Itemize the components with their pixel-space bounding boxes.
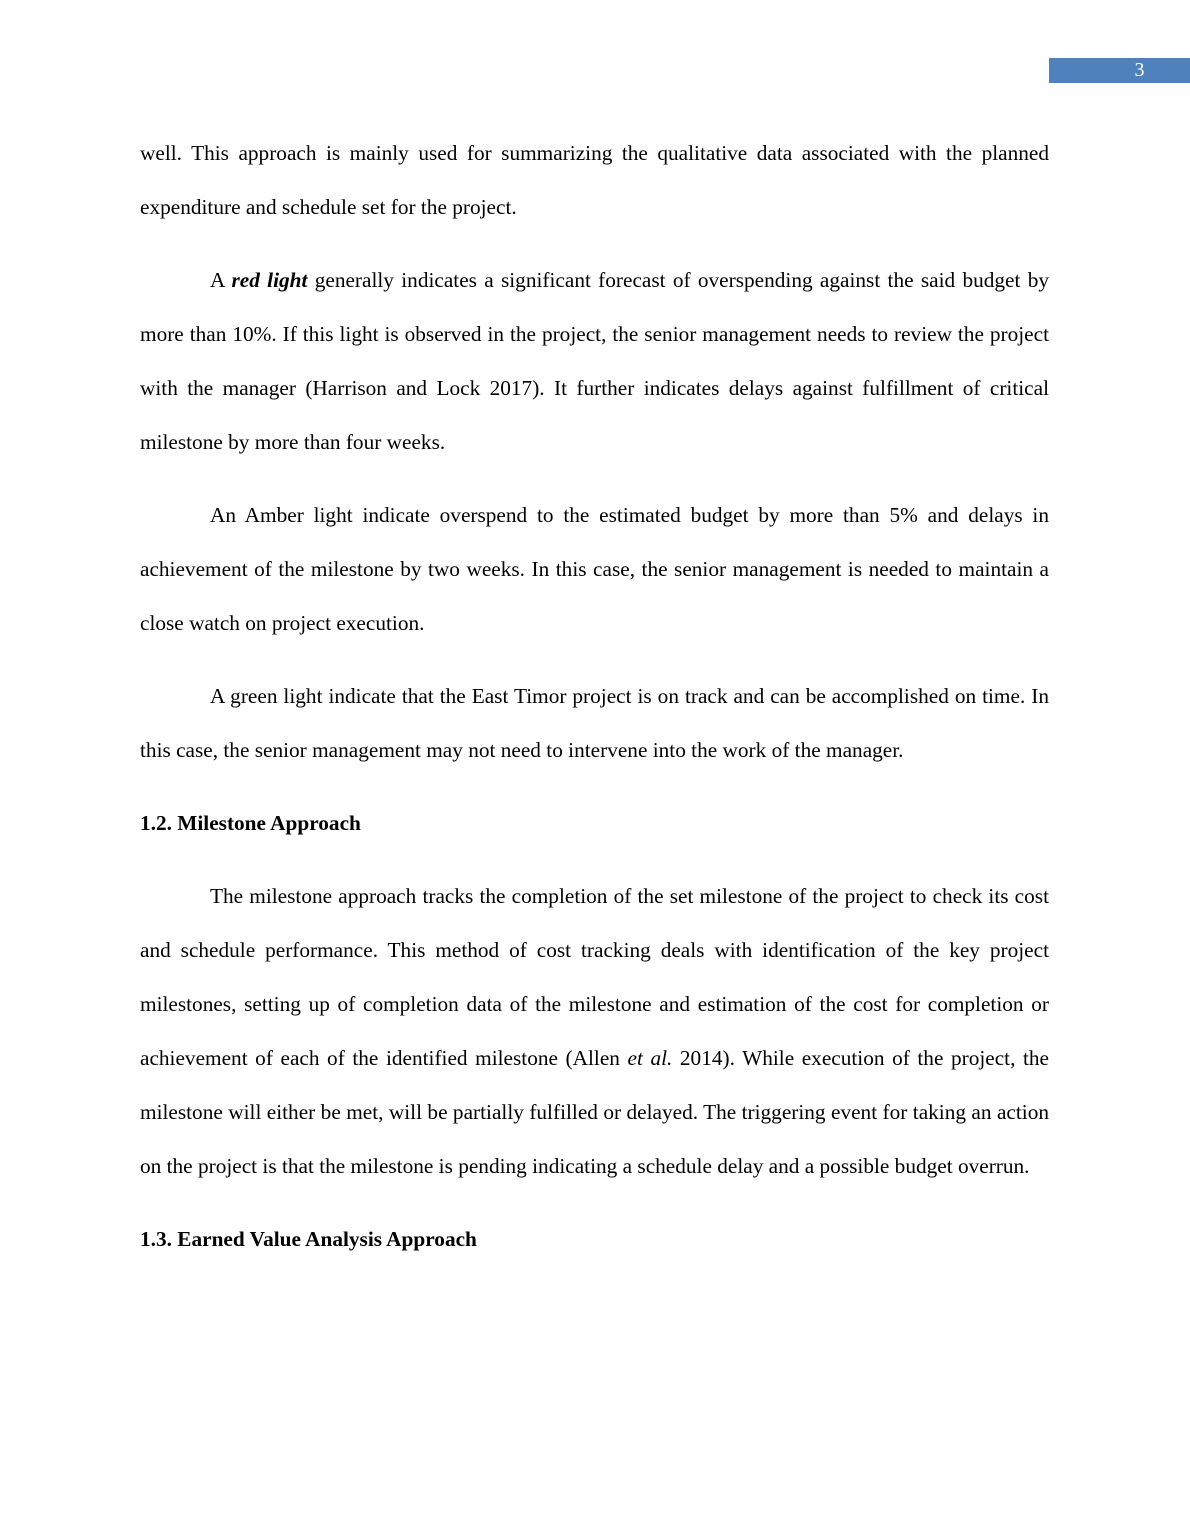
paragraph-green-light: A green light indicate that the East Timor project is on track and can be accomplished on time. In this case, the senior management may not need to intervene into the work of the manager. xyxy=(140,684,1049,762)
paragraph-amber-light: An Amber light indicate overspend to the estimated budget by more than 5% and delays in achievement of the milestone by two weeks. In this case, the senior management is needed to maintain a close watch on project execution. xyxy=(140,503,1049,635)
document-body xyxy=(140,126,1049,1266)
paragraph-continuation: well. This approach is mainly used for summarizing the qualitative data associated with the planned expenditure and schedule set for the project. xyxy=(140,141,1049,219)
paragraph-lead: A xyxy=(210,268,232,292)
page-number-badge xyxy=(1049,58,1190,83)
page-number: 3 xyxy=(1134,59,1145,81)
paragraph-milestone-approach xyxy=(140,869,1049,1193)
paragraph-text-continued: 2014). While execution of the project, the milestone will either be met, will be partially fulfilled or delayed. The triggering event for taking an action on the project is that the milestone is pending indicating a schedule delay and a possible budget overrun. xyxy=(140,1046,1050,1178)
red-light-emphasis: red light xyxy=(231,268,308,292)
heading-milestone-approach: 1.2. Milestone Approach xyxy=(140,811,361,835)
paragraph-red-light xyxy=(140,253,1049,469)
heading-earned-value-analysis: 1.3. Earned Value Analysis Approach xyxy=(140,1227,477,1251)
citation-et-al: et al. xyxy=(627,1046,673,1070)
paragraph-rest: generally indicates a significant forecast of overspending against the said budget by more than 10%. If this light is observed in the project, the senior management needs to review the project with the manager (Harrison and Lock 2017). It further indicates delays against fulfillment of critical milestone by more than four weeks. xyxy=(140,268,1049,454)
paragraph-text: The milestone approach tracks the completion of the set milestone of the project to check its cost and schedule performance. This method of cost tracking deals with identification of the key project milestones, setting up of completion data of the milestone and estimation of the cost for completion or achievement of each of the identified milestone (Allen xyxy=(140,884,1049,1070)
